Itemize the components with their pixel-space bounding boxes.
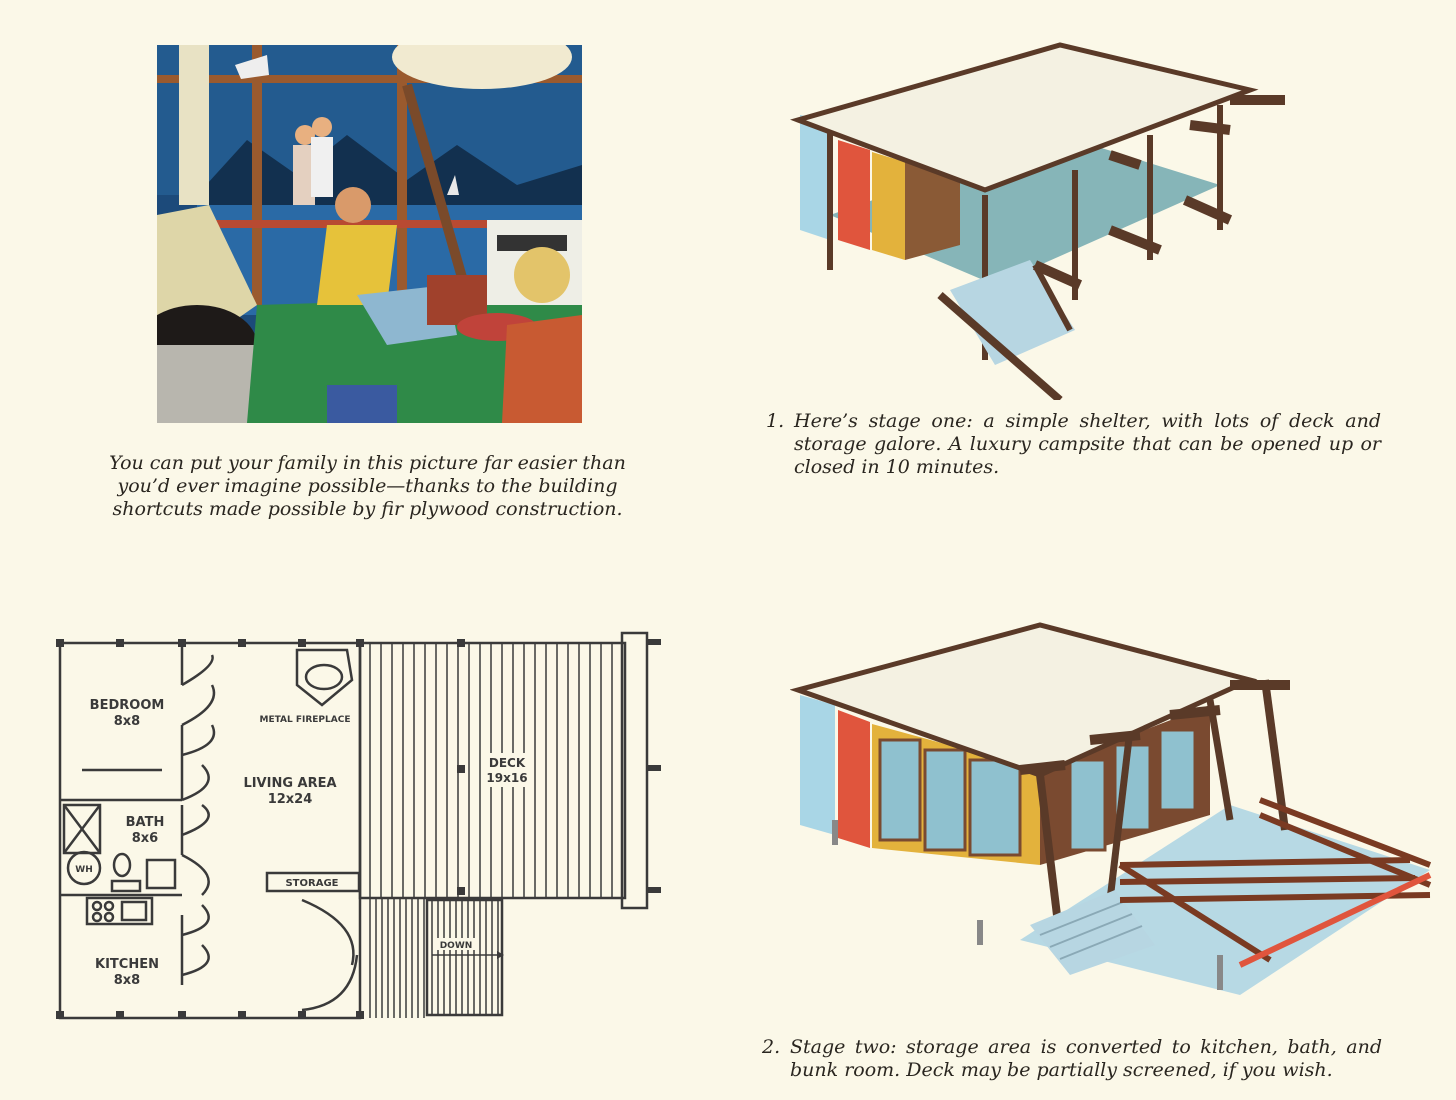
bath-label: BATH — [125, 815, 165, 830]
metal-fireplace-label: METAL FIREPLACE — [259, 715, 351, 725]
storage-label: STORAGE — [285, 878, 339, 889]
deck-size: 19x16 — [486, 771, 528, 785]
bedroom-size: 8x8 — [113, 714, 141, 729]
down-label: DOWN — [439, 941, 473, 951]
floor-plan — [52, 625, 672, 1025]
stage-one-caption — [766, 410, 1381, 479]
living-area-label: LIVING AREA — [243, 776, 337, 791]
bedroom-label: BEDROOM — [89, 698, 165, 713]
living-area-size: 12x24 — [267, 792, 313, 807]
stage-one-number: 1. — [766, 410, 785, 432]
stage-two-text: Stage two: storage area is converted to kitchen, bath, and bunk room. Deck may be partially screened, if you wish. — [790, 1036, 1382, 1081]
kitchen-size: 8x8 — [113, 973, 141, 988]
family-caption: You can put your family in this picture far easier than you’d ever imagine possible—thanks to the building shortcuts made possible by fir plywood construction. — [109, 452, 626, 520]
stage-two-caption — [762, 1036, 1382, 1082]
family-illustration — [157, 45, 582, 423]
water-heater-label: WH — [75, 865, 93, 875]
stage-two-illustration — [790, 620, 1440, 1000]
stage-two-number: 2. — [762, 1036, 781, 1058]
deck-label: DECK — [488, 756, 526, 770]
kitchen-label: KITCHEN — [95, 957, 159, 972]
stage-one-illustration — [790, 40, 1290, 400]
bath-size: 8x6 — [131, 831, 159, 846]
stage-one-text: Here’s stage one: a simple shelter, with lots of deck and storage galore. A luxury campsite that can be opened up or closed in 10 minutes. — [794, 410, 1381, 478]
